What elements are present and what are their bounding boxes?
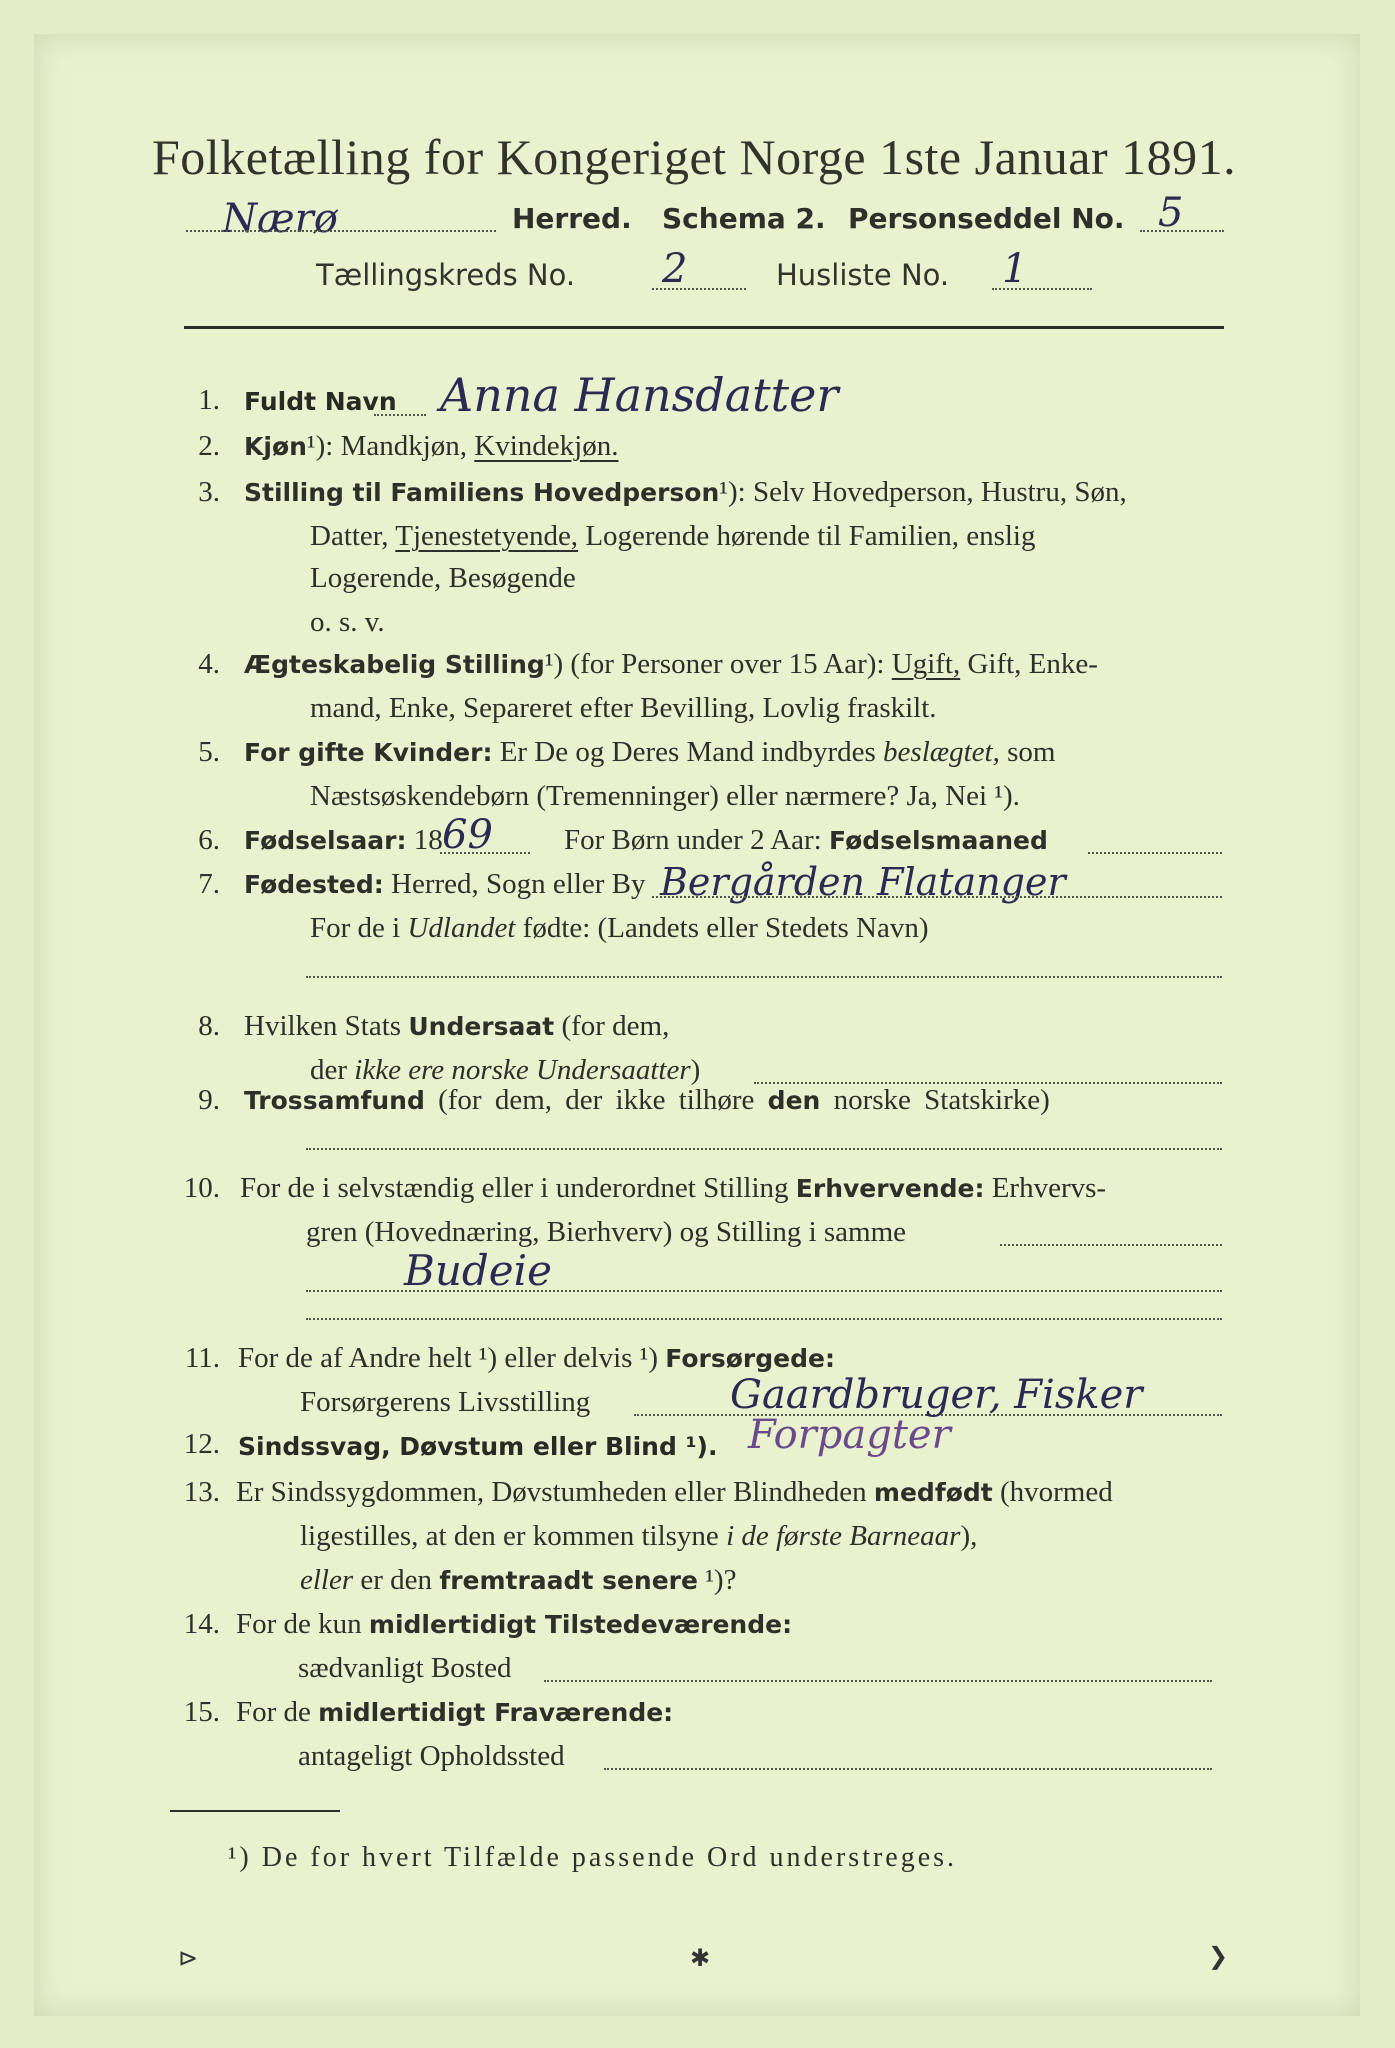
- q3-label: Stilling til Familiens Hovedperson: [244, 478, 720, 507]
- q6-line: [244, 824, 443, 857]
- q5-text-2: Næstsøskendebørn (Tremenninger) eller nærmere? Ja, Nei ¹).: [310, 780, 1020, 812]
- q9-dotline: [306, 1148, 1222, 1150]
- q4-line-1: [244, 648, 1098, 681]
- q13-text-3a: er den: [353, 1564, 440, 1596]
- q7-dotline-2: [306, 976, 1222, 978]
- q6-dotline-year: [440, 852, 530, 854]
- q7-line-1: [244, 868, 646, 901]
- q1-dotline: [374, 414, 426, 416]
- q10-value-occupation: Budeie: [404, 1246, 552, 1295]
- q6-text-b: For Børn under 2 Aar:: [564, 824, 829, 856]
- q2-label: Kjøn: [244, 432, 307, 461]
- q3-selected-option: Tjenestetyende,: [395, 520, 579, 552]
- q3-line-1: [244, 476, 1127, 509]
- q15-text-1a: For de: [236, 1696, 319, 1728]
- q8-text-1b: (for dem,: [554, 1010, 670, 1042]
- q14-dotline: [544, 1680, 1212, 1682]
- q10-dotline-3: [306, 1318, 1222, 1320]
- q5-label: For gifte Kvinder:: [244, 738, 493, 767]
- footnote-rule: [170, 1810, 340, 1812]
- q3-text-1: ¹): Selv Hovedperson, Hustru, Søn,: [719, 476, 1127, 508]
- q3-line-2: [310, 520, 1036, 553]
- q1-value-fullname: Anna Hansdatter: [440, 368, 839, 422]
- q12-value: Forpagter: [748, 1412, 951, 1458]
- q14-line-1: [236, 1608, 792, 1641]
- kreds-label: Tællingskreds No.: [316, 258, 576, 292]
- q14-text-1a: For de kun: [236, 1608, 369, 1640]
- q2-line: [244, 430, 618, 463]
- q6-number: 6.: [198, 824, 220, 856]
- q5-text-1a: Er De og Deres Mand indbyrdes: [492, 736, 884, 768]
- q13-number: 13.: [183, 1476, 220, 1508]
- q7-text-1: Herred, Sogn eller By: [383, 868, 646, 900]
- husliste-dotline: [992, 288, 1092, 290]
- q7-label: Fødested:: [244, 870, 384, 899]
- q15-dotline: [604, 1768, 1212, 1770]
- q4-text-1b: Gift, Enke-: [960, 648, 1098, 680]
- q6-line-b: [564, 824, 1048, 857]
- q5-line-1: [244, 736, 1055, 769]
- q11-value-supporter: Gaardbruger, Fisker: [730, 1372, 1143, 1418]
- q5-text-italic: beslægtet,: [883, 736, 1000, 768]
- q9-text-b: norske Statskirke): [820, 1084, 1050, 1116]
- registration-mark-center: ✱: [690, 1944, 711, 1972]
- q8-text-1a: Hvilken Stats: [244, 1010, 409, 1042]
- kreds-value: 2: [662, 246, 688, 292]
- q8-text-italic: ikke ere norske Undersaatter: [354, 1054, 691, 1086]
- q2-number: 2.: [198, 430, 220, 462]
- q3-text-3: Logerende, Besøgende: [310, 562, 576, 594]
- q7-line-2: [310, 912, 929, 945]
- q14-text-2: sædvanligt Bosted: [298, 1652, 512, 1684]
- q11-number: 11.: [184, 1342, 220, 1374]
- q10-line-1: [240, 1172, 1106, 1205]
- q1-label: Fuldt Navn: [244, 387, 397, 416]
- q10-text-1a: For de i selvstændig eller i underordnet Stilling: [240, 1172, 796, 1204]
- q15-text-2: antageligt Opholdssted: [298, 1740, 565, 1772]
- q8-line-1: [244, 1010, 669, 1043]
- q4-number: 4.: [198, 648, 220, 680]
- q5-number: 5.: [198, 736, 220, 768]
- registration-mark-right: ❯: [1208, 1942, 1229, 1970]
- q6-label-b: Fødselsmaaned: [829, 826, 1048, 855]
- q7-text-italic: Udlandet: [407, 912, 516, 944]
- husliste-label: Husliste No.: [776, 258, 950, 292]
- q7-dotline: [652, 896, 1222, 898]
- q3-number: 3.: [198, 476, 220, 508]
- schema-label: Schema 2.: [662, 202, 826, 235]
- footnote-text: ¹) De for hvert Tilfælde passende Ord understreges.: [228, 1842, 958, 1873]
- q4-label: Ægteskabelig Stilling: [244, 650, 545, 679]
- q11-label: Forsørgede:: [665, 1344, 835, 1373]
- personseddel-label: Personseddel No.: [848, 202, 1125, 235]
- q4-selected-option: Ugift,: [891, 648, 961, 680]
- q9-text-a: (for dem, der ikke tilhøre: [424, 1084, 768, 1116]
- q6-label: Fødselsaar:: [244, 826, 407, 855]
- q7-value-birthplace: Bergården Flatanger: [660, 860, 1066, 904]
- q9-number: 9.: [198, 1084, 220, 1116]
- q13-line-3: [300, 1564, 736, 1597]
- form-title: Folketælling for Kongeriget Norge 1ste Januar 1891.: [152, 129, 1237, 185]
- q4-text-1a: ¹) (for Personer over 15 Aar):: [544, 648, 892, 680]
- q13-label: medfødt: [873, 1478, 993, 1507]
- q8-label: Undersaat: [408, 1012, 555, 1041]
- q13-line-2: [300, 1520, 977, 1553]
- q15-number: 15.: [183, 1696, 220, 1728]
- q7-text-2a: For de i: [310, 912, 408, 944]
- q9-label: Trossamfund: [244, 1086, 425, 1115]
- q13-text-3-italic: eller: [300, 1564, 354, 1596]
- q8-line-2: [310, 1054, 700, 1087]
- q2-text-a: ¹): Mandkjøn,: [306, 430, 475, 462]
- q13-text-italic: i de første Barneaar: [726, 1520, 961, 1552]
- husliste-value: 1: [1002, 246, 1028, 292]
- q14-number: 14.: [183, 1608, 220, 1640]
- q8-text-2a: der: [310, 1054, 355, 1086]
- q9-bold-word: den: [767, 1086, 821, 1115]
- personseddel-value: 5: [1158, 190, 1184, 236]
- q10-label: Erhvervende:: [795, 1174, 985, 1203]
- q11-line-1: [238, 1342, 835, 1375]
- q10-text-1b: Erhvervs-: [984, 1172, 1107, 1204]
- q12-label: Sindssvag, Døvstum eller Blind ¹).: [238, 1432, 718, 1461]
- q1-number: 1.: [198, 384, 220, 416]
- q8-text-2b: ): [690, 1054, 701, 1086]
- q6-year-value: 69: [442, 812, 493, 858]
- q7-text-2b: fødte: (Landets eller Stedets Navn): [515, 912, 929, 944]
- q4-text-2: mand, Enke, Separeret efter Bevilling, Lovlig fraskilt.: [310, 692, 937, 724]
- q13-label-b: fremtraadt senere: [439, 1566, 698, 1595]
- q13-text-2a: ligestilles, at den er kommen tilsyne: [300, 1520, 727, 1552]
- herred-value: Nærø: [222, 196, 338, 242]
- header-rule: [184, 326, 1224, 329]
- registration-mark-left: ⊳: [178, 1944, 199, 1972]
- q7-number: 7.: [198, 868, 220, 900]
- personseddel-dotline: [1140, 230, 1224, 232]
- q11-text-2: Forsørgerens Livsstilling: [300, 1386, 591, 1418]
- q13-text-1a: Er Sindssygdommen, Døvstumheden eller Blindheden: [236, 1476, 874, 1508]
- q8-number: 8.: [198, 1010, 220, 1042]
- q3-text-4: o. s. v.: [310, 606, 385, 638]
- q13-text-2b: ),: [960, 1520, 978, 1552]
- q13-text-1b: (hvormed: [992, 1476, 1113, 1508]
- herred-label: Herred.: [512, 202, 632, 235]
- q10-number: 10.: [183, 1172, 220, 1204]
- q10-dotline-1: [1000, 1244, 1222, 1246]
- herred-dotline: [186, 230, 496, 232]
- q13-line-1: [236, 1476, 1113, 1509]
- q10-dotline-2: [306, 1290, 1222, 1292]
- q3-text-2b: Logerende hørende til Familien, enslig: [578, 520, 1036, 552]
- q2-selected-option: Kvindekjøn.: [474, 430, 619, 462]
- q6-dotline-month: [1088, 852, 1222, 854]
- q5-text-1b: som: [999, 736, 1056, 768]
- q6-year-prefix: 18: [406, 824, 443, 856]
- q15-line-1: [236, 1696, 673, 1729]
- q14-label: midlertidigt Tilstedeværende:: [368, 1610, 793, 1639]
- q10-text-2: gren (Hovednæring, Bierhverv) og Stilling i samme: [306, 1216, 907, 1248]
- q15-label: midlertidigt Fraværende:: [318, 1698, 674, 1727]
- kreds-dotline: [652, 288, 746, 290]
- q3-text-2a: Datter,: [310, 520, 396, 552]
- q12-number: 12.: [183, 1428, 220, 1460]
- census-form-sheet: [34, 34, 1360, 2016]
- q11-text-1a: For de af Andre helt ¹) eller delvis ¹): [238, 1342, 666, 1374]
- q13-text-3b: ¹)?: [697, 1564, 737, 1596]
- q9-line: [244, 1084, 1050, 1117]
